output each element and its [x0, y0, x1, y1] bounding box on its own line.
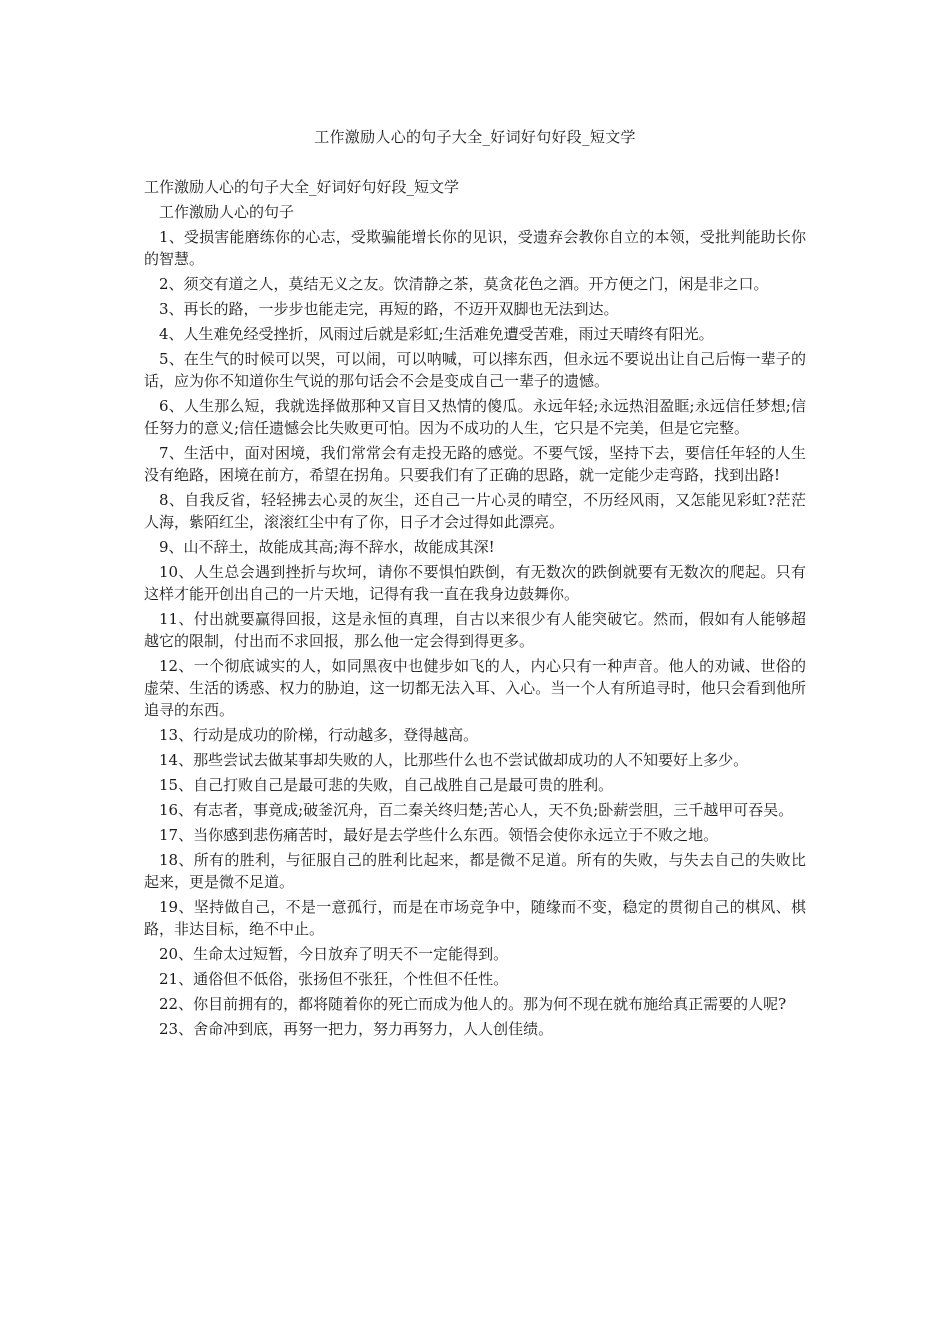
- list-item: 15、自己打败自己是最可悲的失败，自己战胜自己是最可贵的胜利。: [159, 776, 614, 794]
- list-item: 2、须交有道之人，莫结无义之友。饮清静之茶，莫贪花色之酒。开方便之门，闲是非之口。: [159, 275, 769, 293]
- article-subheading: 工作激励人心的句子: [159, 203, 295, 221]
- list-item: 20、生命太过短暂，今日放弃了明天不一定能得到。: [159, 945, 509, 963]
- list-item: 14、那些尝试去做某事却失败的人，比那些什么也不尝试做却成功的人不知要好上多少。: [159, 751, 749, 769]
- list-item: 23、舍命冲到底，再努一把力，努力再努力，人人创佳绩。: [159, 1020, 554, 1038]
- list-item: 6、人生那么短，我就选择做那种又盲目又热情的傻瓜。永远年轻;永远热泪盈眶;永远信任梦想;信任努力的意义;信任遗憾会比失败更可怕。因为不成功的人生，它只是不完美，但是它完整。: [144, 397, 806, 437]
- list-item: 21、通俗但不低俗，张扬但不张狂，个性但不任性。: [159, 970, 509, 988]
- list-item: 5、在生气的时候可以哭，可以闹，可以呐喊，可以摔东西，但永远不要说出让自己后悔一辈子的话，应为你不知道你生气说的那句话会不会是变成自己一辈子的遗憾。: [144, 350, 806, 390]
- list-item: 10、人生总会遇到挫折与坎坷，请你不要惧怕跌倒，有无数次的跌倒就要有无数次的爬起。只有这样才能开创出自己的一片天地，记得有我一直在我身边鼓舞你。: [144, 563, 806, 603]
- list-item: 1、受损害能磨练你的心志，受欺骗能增长你的见识，受遗弃会教你自立的本领，受批判能助长你的智慧。: [144, 228, 806, 268]
- list-item: 11、付出就要赢得回报，这是永恒的真理，自古以来很少有人能突破它。然而，假如有人能够超越它的限制，付出而不求回报，那么他一定会得到得更多。: [144, 610, 806, 650]
- list-item: 9、山不辞土，故能成其高;海不辞水，故能成其深!: [159, 538, 495, 556]
- article-heading: 工作激励人心的句子大全_好词好句好段_短文学: [144, 178, 460, 196]
- list-item: 4、人生难免经受挫折，风雨过后就是彩虹;生活难免遭受苦难，雨过天晴终有阳光。: [159, 325, 714, 343]
- document-title: 工作激励人心的句子大全_好词好句好段_短文学: [314, 128, 636, 146]
- list-item: 16、有志者，事竟成;破釜沉舟，百二秦关终归楚;苦心人，天不负;卧薪尝胆，三千越甲可吞吴。: [159, 801, 794, 819]
- list-item: 8、自我反省，轻轻拂去心灵的灰尘，还自己一片心灵的晴空，不历经风雨，又怎能见彩虹?茫茫人海，紫陌红尘，滚滚红尘中有了你，日子才会过得如此漂亮。: [144, 491, 806, 531]
- list-item: 22、你目前拥有的，都将随着你的死亡而成为他人的。那为何不现在就布施给真正需要的人呢?: [159, 995, 787, 1013]
- list-item: 3、再长的路，一步步也能走完，再短的路，不迈开双脚也无法到达。: [159, 300, 619, 318]
- list-item: 19、坚持做自己，不是一意孤行，而是在市场竞争中，随缘而不变，稳定的贯彻自己的棋风、棋路，非达目标，绝不中止。: [144, 898, 806, 938]
- list-item: 17、当你感到悲伤痛苦时，最好是去学些什么东西。领悟会使你永远立于不败之地。: [159, 826, 719, 844]
- list-item: 18、所有的胜利，与征服自己的胜利比起来，都是微不足道。所有的失败，与失去自己的失败比起来，更是微不足道。: [144, 851, 806, 891]
- document-body: [144, 176, 806, 1043]
- list-item: 13、行动是成功的阶梯，行动越多，登得越高。: [159, 726, 479, 744]
- list-item: 7、生活中，面对困境，我们常常会有走投无路的感觉。不要气馁，坚持下去，要信任年轻的人生没有绝路，困境在前方，希望在拐角。只要我们有了正确的思路，就一定能少走弯路，找到出路!: [144, 444, 806, 484]
- list-item: 12、一个彻底诚实的人，如同黑夜中也健步如飞的人，内心只有一种声音。他人的劝诫、世俗的虚荣、生活的诱惑、权力的胁迫，这一切都无法入耳、入心。当一个人有所追寻时，他只会看到他所追寻的东西。: [144, 657, 806, 719]
